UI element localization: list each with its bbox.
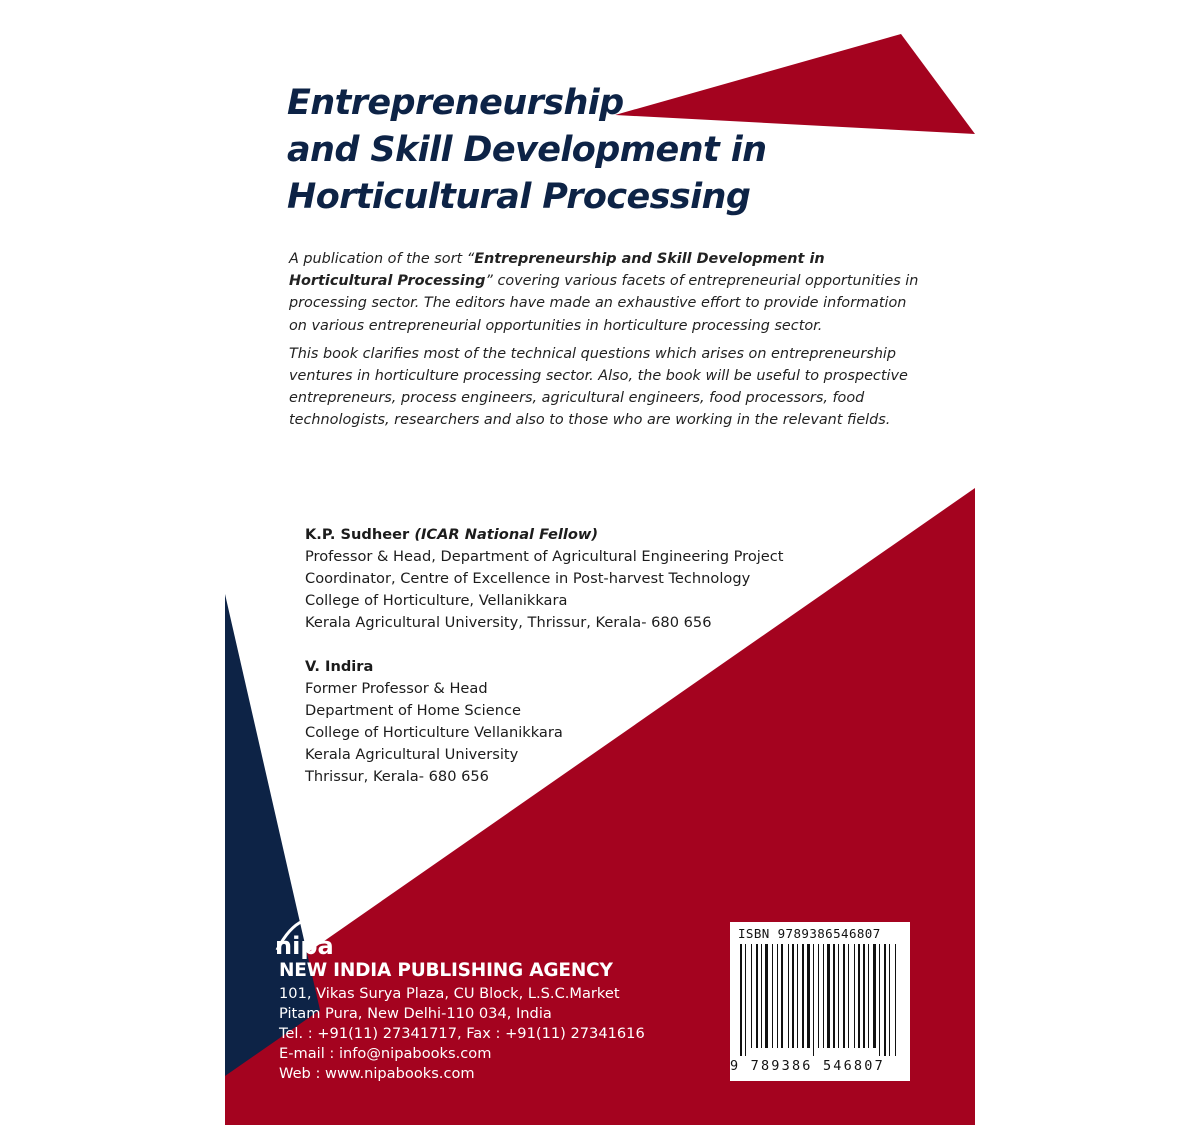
barcode-bar (879, 944, 880, 1056)
barcode-bar (858, 944, 860, 1048)
barcode-bar (823, 944, 824, 1048)
editor-affiliation-line: College of Horticulture, Vellanikkara (305, 592, 568, 609)
title-line: Horticultural Processing (287, 177, 751, 217)
barcode-bar (843, 944, 845, 1048)
barcode-bar (868, 944, 869, 1048)
barcode-bar (781, 944, 783, 1048)
barcode-bar (848, 944, 849, 1048)
publisher-address-line: 101, Vikas Surya Plaza, CU Block, L.S.C.Market (279, 985, 620, 1002)
barcode-bar (761, 944, 762, 1048)
book-title (287, 80, 766, 221)
description-paragraph: This book clarifies most of the technical questions which arises on entrepreneurship ventures in horticulture processing sector. Also, the book will be useful to prospective entrepreneurs, process engineers, agricultural engineers, food processors, food technologists, researchers and also to those who are working in the relevant fields. (289, 345, 908, 429)
barcode-bar (854, 944, 855, 1048)
editor-affiliation-line: Thrissur, Kerala- 680 656 (305, 768, 489, 785)
editor-name: K.P. Sudheer (ICAR National Fellow) (305, 526, 599, 543)
publisher-block (279, 958, 645, 1084)
editor-1 (305, 524, 784, 634)
editor-affiliation-line: Coordinator, Centre of Excellence in Post-harvest Technology (305, 570, 751, 587)
editor-affiliation-line: Kerala Agricultural University, Thrissur, Kerala- 680 656 (305, 614, 712, 631)
editor-affiliation-line: College of Horticulture Vellanikkara (305, 724, 563, 741)
editor-name: V. Indira (305, 658, 374, 675)
barcode-bar (756, 944, 758, 1048)
nipa-logo (271, 910, 341, 962)
barcode-bar (833, 944, 835, 1048)
title-line: and Skill Development in (287, 130, 767, 170)
barcode-bar (788, 944, 789, 1048)
barcode-bars (738, 944, 902, 1056)
barcode-bar (765, 944, 768, 1048)
barcode-bar (740, 944, 742, 1056)
publisher-address-line: Pitam Pura, New Delhi-110 034, India (279, 1005, 552, 1022)
isbn-digits: 9 789386 546807 (730, 1058, 885, 1074)
barcode-bar (818, 944, 819, 1048)
editor-title-note: (ICAR National Fellow) (414, 526, 599, 543)
publisher-email: E-mail : info@nipabooks.com (279, 1045, 492, 1062)
barcode-bar (797, 944, 798, 1048)
editor-2 (305, 656, 563, 788)
barcode-bar (873, 944, 876, 1048)
editor-affiliation-line: Kerala Agricultural University (305, 746, 519, 763)
book-back-cover (225, 0, 975, 1125)
publisher-website: Web : www.nipabooks.com (279, 1065, 475, 1082)
barcode-bar (792, 944, 794, 1048)
barcode-bar (772, 944, 773, 1048)
isbn-barcode (730, 922, 910, 1081)
publisher-phone: Tel. : +91(11) 27341717, Fax : +91(11) 27341616 (279, 1025, 645, 1042)
book-title-inline: Entrepreneurship and Skill Development in Horticultural Processing (289, 251, 825, 290)
barcode-bar (802, 944, 804, 1048)
editor-affiliation-line: Former Professor & Head (305, 680, 488, 697)
description-paragraph: A publication of the sort “Entrepreneurship and Skill Development in Horticultural Processing” covering various facets of entrepreneurial opportunities in processing sector. The editors have made an exhaustive effort to provide information on various entrepreneurial opportunities in horticulture processing sector. (289, 251, 919, 334)
barcode-bar (863, 944, 865, 1048)
barcode-bar (777, 944, 778, 1048)
publisher-name: NEW INDIA PUBLISHING AGENCY (279, 960, 613, 981)
barcode-bar (751, 944, 752, 1048)
editor-affiliation-line: Professor & Head, Department of Agricultural Engineering Project (305, 548, 784, 565)
barcode-bar (745, 944, 746, 1056)
barcode-bar (813, 944, 814, 1056)
barcode-bar (895, 944, 896, 1056)
barcode-bar (807, 944, 810, 1048)
title-line: Entrepreneurship (287, 83, 624, 123)
barcode-bar (827, 944, 830, 1048)
barcode-bar (884, 944, 886, 1056)
barcode-bar (889, 944, 890, 1056)
editor-affiliation-line: Department of Home Science (305, 702, 521, 719)
isbn-label: ISBN 9789386546807 (738, 926, 881, 941)
barcode-bar (838, 944, 839, 1048)
logo-text: nipa (275, 932, 334, 960)
book-description (289, 248, 921, 438)
